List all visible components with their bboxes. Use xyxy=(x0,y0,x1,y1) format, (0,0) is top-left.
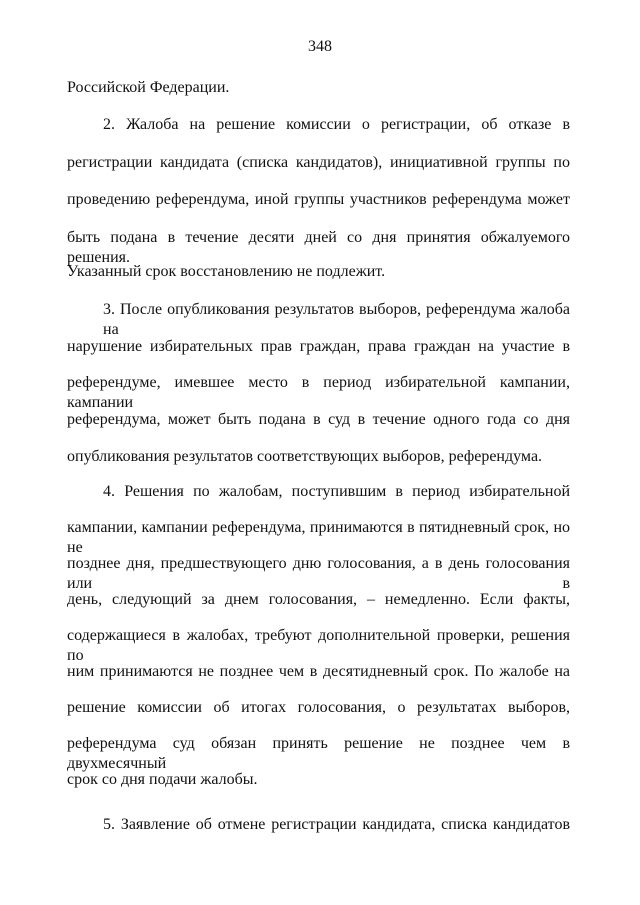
text-line: референдума суд обязан принять решение не позднее чем в двухмесячный xyxy=(67,735,570,772)
text-line: референдума, может быть подана в суд в течение одного года со дня xyxy=(67,411,570,428)
text-line: 5. Заявление об отмене регистрации кандидата, списка кандидатов xyxy=(103,816,570,833)
text-line: решение комиссии об итогах голосования, о результатах выборов, xyxy=(67,699,570,716)
text-line: 3. После опубликования результатов выборов, референдума жалоба на xyxy=(103,301,570,338)
text-line: референдуме, имевшее место в период избирательной кампании, кампании xyxy=(67,374,570,411)
text-line: день, следующий за днем голосования, – немедленно. Если факты, xyxy=(67,591,570,608)
text-line: быть подана в течение десяти дней со дня принятия обжалуемого решения. xyxy=(67,229,570,266)
page-number: 348 xyxy=(308,38,332,55)
text-line: проведению референдума, иной группы участников референдума может xyxy=(67,191,570,208)
text-line: нарушение избирательных прав граждан, права граждан на участие в xyxy=(67,338,570,355)
text-line: позднее дня, предшествующего дню голосования, а в день голосования или в xyxy=(67,555,570,592)
text-line: кампании, кампании референдума, принимаются в пятидневный срок, но не xyxy=(67,519,570,556)
text-line: содержащиеся в жалобах, требуют дополнительной проверки, решения по xyxy=(67,627,570,664)
text-line: срок со дня подачи жалобы. xyxy=(67,771,258,788)
text-line: 2. Жалоба на решение комиссии о регистрации, об отказе в xyxy=(103,116,570,133)
text-line: ним принимаются не позднее чем в десятидневный срок. По жалобе на xyxy=(67,663,570,680)
text-line: опубликования результатов соответствующих выборов, референдума. xyxy=(67,448,543,465)
text-line: регистрации кандидата (списка кандидатов), инициативной группы по xyxy=(67,154,570,171)
text-line: Указанный срок восстановлению не подлежит. xyxy=(67,263,386,280)
text-line: Российской Федерации. xyxy=(67,79,230,96)
text-line: 4. Решения по жалобам, поступившим в период избирательной xyxy=(103,483,570,500)
